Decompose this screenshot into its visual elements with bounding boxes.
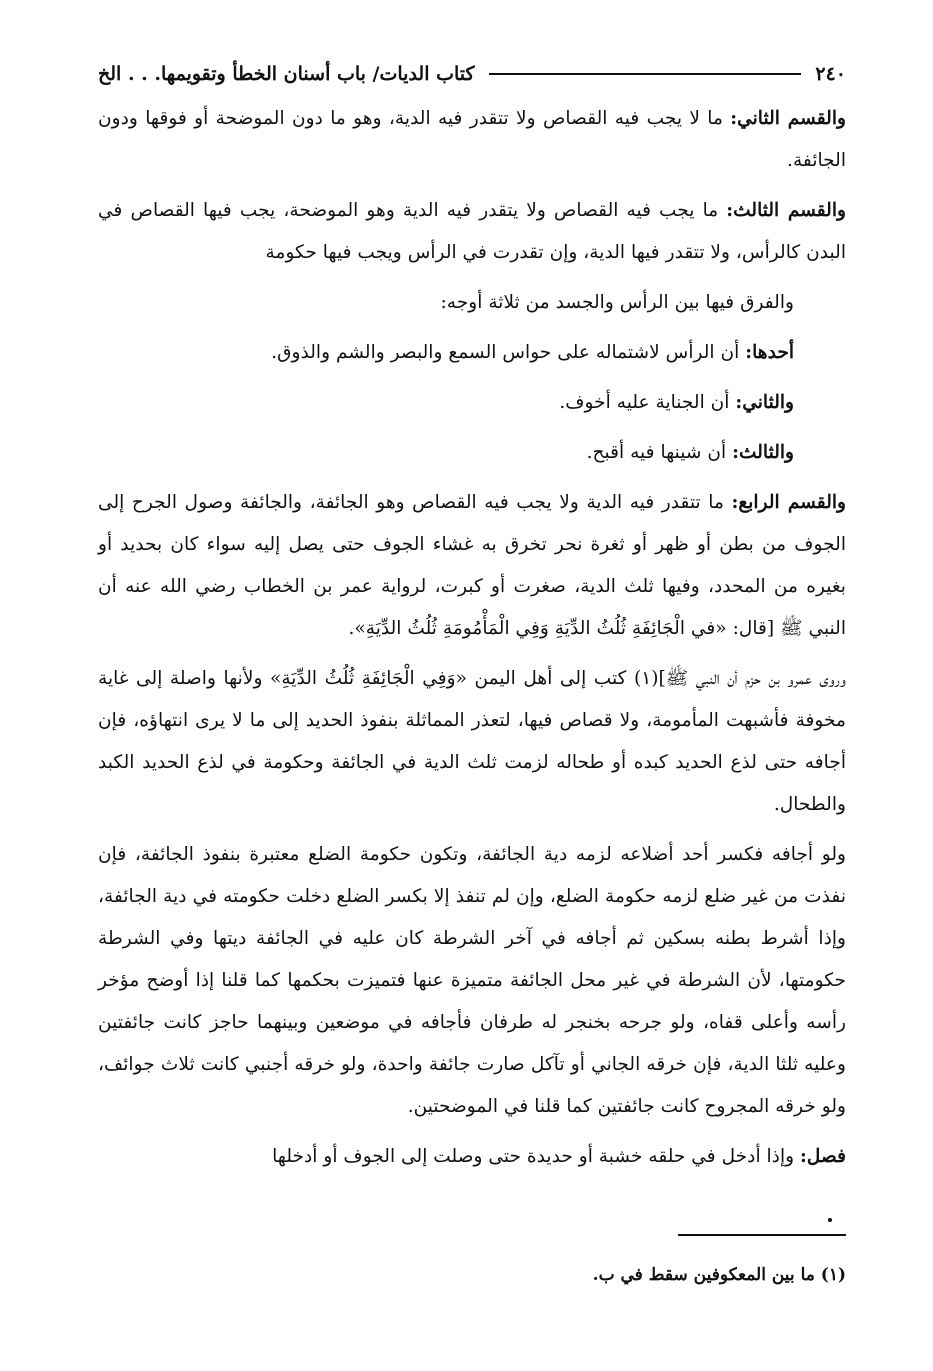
section-lead: والقسم الرابع: bbox=[731, 492, 847, 513]
page-number: ٢٤٠ bbox=[815, 63, 846, 85]
paragraph bbox=[98, 282, 846, 324]
section-lead: والثاني: bbox=[735, 392, 794, 413]
paragraph-text: ولو أجافه فكسر أحد أضلاعه لزمه دية الجائفة، وتكون حكومة الضلع معتبرة بنفوذ الجائفة، فإن نفذت من غير ضلع لزمه حكومة الضلع، وإن لم تنفذ إلا بكسر الضلع دخلت حكومته في دية الجائفة، وإذا أشرط بطنه بسكين ثم أجافه في آخر الشرطة كان عليه في الجائفة ديتها وفي الشرطة حكومتها، لأن الشرطة في غير محل الجائفة متميزة عنها فتميزت بحكمها كما قلنا إذا أوضح مؤخر رأسه وأعلى قفاه، ولو جرحه بخنجر له طرفان فأجافه في موضعين وبينهما حاجز كانت جائفتين وعليه ثلثا الدية، فإن خرقه الجاني أو تآكل صارت جائفة واحدة، ولو خرقه أجنبي كانت ثلاث جوائف، ولو خرقه المجروح كانت جائفتين كما قلنا في الموضحتين. bbox=[98, 844, 847, 1117]
footnote-marker-dot bbox=[828, 1218, 832, 1222]
paragraph bbox=[98, 332, 846, 374]
paragraph bbox=[98, 482, 846, 650]
footnote: (١) ما بين المعكوفين سقط في ب. bbox=[592, 1265, 846, 1285]
paragraph-text: أن شينها فيه أقبح. bbox=[586, 442, 733, 463]
section-lead: فصل: bbox=[800, 1146, 846, 1167]
footnote-rule bbox=[678, 1234, 846, 1236]
paragraph-text: والفرق فيها بين الرأس والجسد من ثلاثة أوجه: bbox=[440, 292, 794, 313]
header-rule bbox=[489, 73, 802, 75]
section-lead: والقسم الثالث: bbox=[726, 200, 846, 221]
paragraph bbox=[98, 190, 846, 274]
paragraph bbox=[98, 382, 846, 424]
section-lead: والثالث: bbox=[732, 442, 794, 463]
paragraph bbox=[98, 834, 846, 1128]
paragraph-text: ما تتقدر فيه الدية ولا يجب فيه القصاص وهو الجائفة، والجائفة وصول الجرح إلى الجوف من بطن أو ظهر أو ثغرة نحر تخرق به غشاء الجوف حتى يصل إليه سواء كان بحديد أو بغيره من المحدد، وفيها ثلث الدية، صغرت أو كبرت، لرواية عمر بن الخطاب رضي الله عنه أن النبي ﷺ [قال: «في الْجَائِفَةِ ثُلُثُ الدِّيَةِ وَفِي الْمَأْمُومَةِ ثُلُثُ الدِّيَةِ». bbox=[98, 492, 846, 639]
paragraph-text: وإذا أدخل في حلقه خشبة أو حديدة حتى وصلت إلى الجوف أو أدخلها bbox=[272, 1146, 801, 1167]
paragraph-text: أن الجناية عليه أخوف. bbox=[559, 392, 736, 413]
body-text bbox=[98, 98, 846, 1186]
paragraph bbox=[98, 658, 846, 826]
paragraph bbox=[98, 432, 846, 474]
running-title: كتاب الديات/ باب أسنان الخطأ وتقويمها. . . الخ bbox=[98, 63, 475, 85]
paragraph-text: ما يجب فيه القصاص ولا يتقدر فيه الدية وهو الموضحة، يجب فيها القصاص في البدن كالرأس، ولا تتقدر فيها الدية، وإن تقدرت في الرأس ويجب فيها حكومة bbox=[98, 200, 846, 263]
paragraph-text: وروى عمرو بن حزم أن النبي ﷺ](١) كتب إلى أهل اليمن «وَفِي الْجَائِفَةِ ثُلُثُ الدِّيَةِ» ولأنها واصلة إلى غاية مخوفة فأشبهت المأمومة، ولا قصاص فيها، لتعذر المماثلة بنفوذ الحديد إلى ما لا يرى انتهاؤه، فإن أجافه حتى لذع الحديد كبده أو طحاله لزمت ثلث الدية في الجائفة وحكومة في لذع الحديد الكبد والطحال. bbox=[98, 668, 846, 815]
section-lead: والقسم الثاني: bbox=[730, 108, 846, 129]
paragraph-text: ما لا يجب فيه القصاص ولا تتقدر فيه الدية، وهو ما دون الموضحة أو فوقها ودون الجائفة. bbox=[98, 108, 846, 171]
paragraph-text: أن الرأس لاشتماله على حواس السمع والبصر والشم والذوق. bbox=[271, 342, 746, 363]
paragraph bbox=[98, 98, 846, 182]
running-header bbox=[98, 58, 846, 90]
section-lead: أحدها: bbox=[745, 342, 794, 363]
paragraph bbox=[98, 1136, 846, 1178]
